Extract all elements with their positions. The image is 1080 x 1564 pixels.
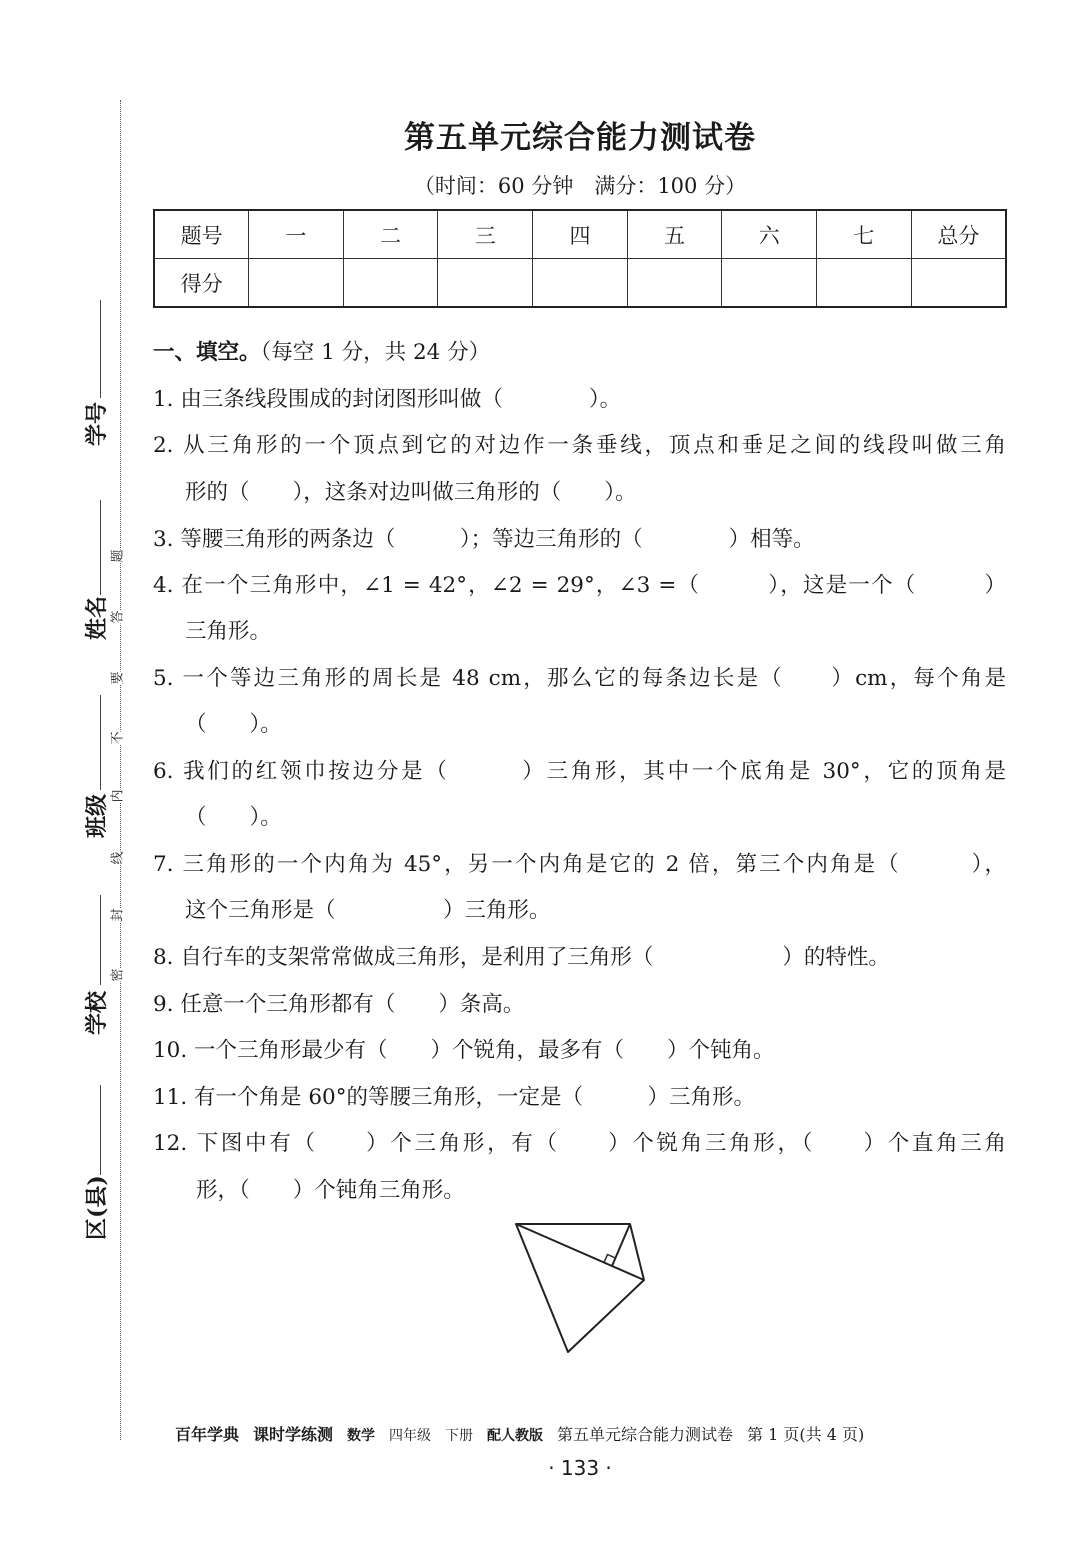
footer-page-info: 第 1 页(共 4 页) bbox=[747, 1425, 865, 1444]
question-line: 3. 等腰三角形的两条边（ ）；等边三角形的（ ）相等。 bbox=[153, 527, 815, 552]
footer-brand: 百年学典 bbox=[175, 1425, 240, 1444]
footer-subject: 数学 bbox=[347, 1428, 376, 1444]
footer-edition: 配人教版 bbox=[487, 1428, 544, 1444]
question-line: 三角形。 bbox=[185, 619, 272, 644]
seal-char: 内 bbox=[110, 789, 126, 803]
question-line: 7. 三角形的一个内角为 45°，另一个内角是它的 2 倍，第三个内角是（ ）， bbox=[153, 852, 1006, 877]
seal-char: 封 bbox=[110, 908, 126, 922]
question-line: （ ）。 bbox=[185, 805, 282, 830]
question-line: 形的（ ），这条对边叫做三角形的（ ）。 bbox=[185, 480, 637, 505]
figure-outline bbox=[516, 1224, 644, 1352]
question-line: 11. 有一个角是 60°的等腰三角形，一定是（ ）三角形。 bbox=[153, 1085, 755, 1110]
seal-char: 密 bbox=[110, 968, 126, 982]
exam-info: （时间：60 分钟 满分：100 分） bbox=[413, 174, 747, 198]
header-cell: 总分 bbox=[911, 210, 1006, 259]
question-line: 形，（ ）个钝角三角形。 bbox=[196, 1178, 465, 1203]
school-label: 学校 bbox=[84, 990, 110, 1035]
page-title: 第五单元综合能力测试卷 bbox=[404, 120, 756, 156]
seal-char: 不 bbox=[110, 731, 126, 745]
header-cell: 六 bbox=[722, 210, 817, 259]
footer-volume: 下册 bbox=[445, 1428, 474, 1444]
section-note: （每空 1 分，共 24 分） bbox=[260, 340, 491, 365]
header-cell: 三 bbox=[438, 210, 533, 259]
header-cell: 二 bbox=[343, 210, 438, 259]
seal-char: 线 bbox=[110, 851, 126, 865]
section-title: 一、填空。 bbox=[153, 340, 261, 365]
question-line: 8. 自行车的支架常常做成三角形，是利用了三角形（ ）的特性。 bbox=[153, 945, 890, 970]
question-line: 1. 由三条线段围成的封闭图形叫做（ ）。 bbox=[153, 387, 622, 412]
question-line: 4. 在一个三角形中，∠1 = 42°，∠2 = 29°，∠3 =（ ），这是一个（ ） bbox=[153, 573, 1006, 598]
figure-altitude bbox=[612, 1224, 630, 1266]
question-line: 10. 一个三角形最少有（ ）个锐角，最多有（ ）个钝角。 bbox=[153, 1038, 775, 1063]
question-line: 12. 下图中有（ ）个三角形，有（ ）个锐角三角形，（ ）个直角三角 bbox=[153, 1131, 1006, 1156]
name-label: 姓名 bbox=[84, 595, 110, 640]
student-id-label: 学号 bbox=[84, 401, 110, 446]
class-label: 班级 bbox=[84, 793, 110, 838]
question-line: 2. 从三角形的一个顶点到它的对边作一条垂线，顶点和垂足之间的线段叫做三角 bbox=[153, 433, 1006, 458]
question-line: 6. 我们的红领巾按边分是（ ）三角形，其中一个底角是 30°，它的顶角是 bbox=[153, 759, 1006, 784]
seal-char: 要 bbox=[110, 671, 126, 685]
header-cell: 七 bbox=[817, 210, 912, 259]
question-line: （ ）。 bbox=[185, 712, 282, 737]
header-cell: 一 bbox=[249, 210, 344, 259]
seal-char: 题 bbox=[110, 549, 126, 563]
header-cell: 四 bbox=[533, 210, 628, 259]
footer bbox=[175, 1422, 878, 1445]
page-number: · 133 · bbox=[548, 1456, 612, 1480]
footer-series: 课时学练测 bbox=[253, 1425, 334, 1444]
question-line: 9. 任意一个三角形都有（ ）条高。 bbox=[153, 992, 525, 1017]
question-line: 5. 一个等边三角形的周长是 48 cm，那么它的每条边长是（ ）cm，每个角是 bbox=[153, 666, 1006, 691]
district-label: 区(县) bbox=[84, 1175, 110, 1240]
footer-title: 第五单元综合能力测试卷 bbox=[557, 1425, 734, 1444]
header-cell: 五 bbox=[627, 210, 722, 259]
seal-char: 答 bbox=[110, 610, 126, 624]
row-label: 得分 bbox=[154, 259, 249, 308]
header-cell: 题号 bbox=[154, 210, 249, 259]
footer-grade: 四年级 bbox=[389, 1428, 432, 1444]
question-line: 这个三角形是（ ）三角形。 bbox=[185, 898, 551, 923]
